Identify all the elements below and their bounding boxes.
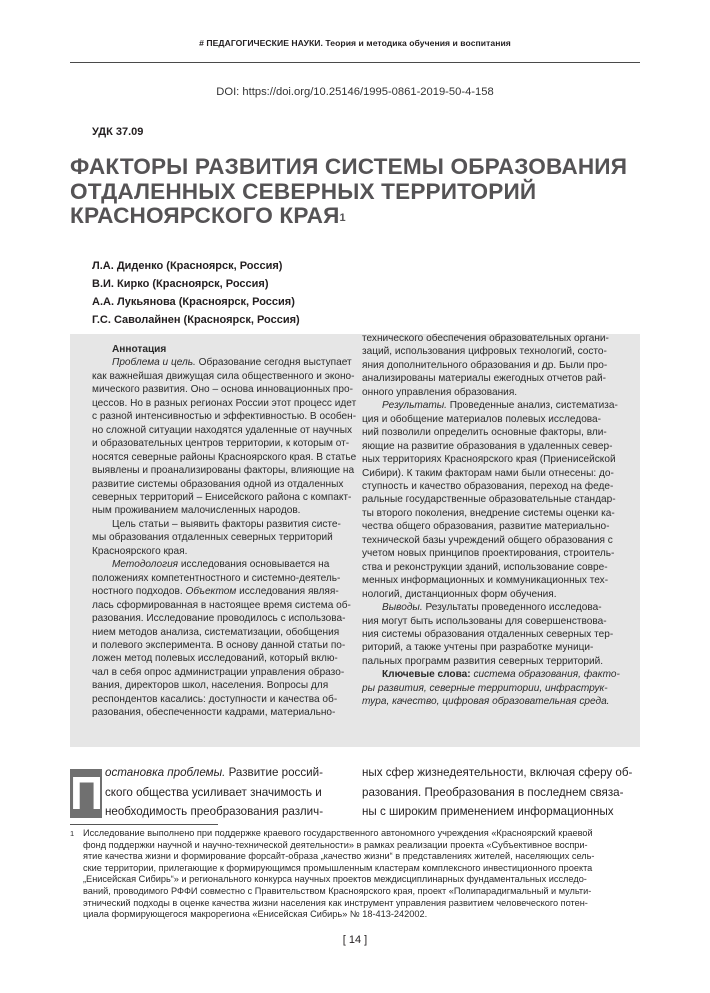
body-line: разования. Преобразования в последнем связа- [362, 785, 624, 799]
abstract-line: мического развития. Оно – основа инновационных про- [92, 384, 353, 396]
abstract-line: онного управления образования. [362, 386, 518, 398]
keywords-label: Ключевые слова: [382, 669, 471, 681]
body-line: ны с широким применением информационных [362, 805, 614, 819]
abstract-line: носятся северные районы Красноярского края. В статье [92, 451, 357, 463]
abstract-box [70, 334, 640, 747]
body-line [105, 763, 355, 783]
abstract-line: цессов. Но в разных регионах России этот процесс идет [92, 397, 357, 409]
abstract-line [362, 601, 635, 614]
abstract-line: заций, использования цифровых технологий, состо- [362, 346, 607, 358]
abstract-line: и полевого эксперимента. В основу данной статьи по- [92, 639, 346, 651]
abstract-line: менных информационных и коммуникационных тех- [362, 575, 609, 587]
abstract-line: технического обеспечения образовательных органи- [362, 333, 609, 344]
footnote-line: ские территории, прилегающие к формирующимся промышленным кластерам комплексного инвестиционного проекта [83, 862, 593, 873]
abstract-line: ложен метод полевых исследований, который вклю- [92, 653, 338, 665]
abstract-line: пальных программ развития северных территорий. [362, 655, 604, 667]
footnote-line: фонд поддержки научной и научно-технической деятельности» в рамках реализации проекта «Субъективное воспри- [83, 839, 588, 850]
abstract-line: Сибири). К таким факторам нами были отнесены: до- [362, 467, 614, 479]
abstract-line: с разной интенсивностью и эффективностью. В особен- [92, 411, 357, 423]
abstract-line [362, 399, 635, 412]
doi-line: DOI: https://doi.org/10.25146/1995-0861-2019-50-4-158 [216, 86, 494, 98]
abstract-line: яющие на развитие образования в удаленных север- [362, 440, 613, 452]
abstract-line: ральные государственные образовательные стандар- [362, 494, 616, 506]
body-line: ского общества усиливает значимость и [105, 785, 322, 799]
problem-label: Проблема и цель. [112, 357, 196, 369]
keywords-line: тура, качество, цифровая образовательная среда. [362, 696, 610, 708]
abstract-line: яния дополнительного образования и др. Были про- [362, 359, 608, 371]
abstract-text: Результаты проведенного исследова- [422, 602, 602, 614]
body-line: ных сфер жизнедеятельности, включая сферу об- [362, 766, 633, 779]
abstract-line: чал в себя опрос администрации управления образо- [92, 666, 345, 678]
abstract-line: респондентов касались: доступности и качества об- [92, 693, 338, 705]
abstract-line: ция и обобщение материалов полевых исследова- [362, 413, 602, 425]
body-text: Развитие россий- [225, 766, 323, 779]
footnote-line: ваний, проводимого РФФИ совместно с Правительством Красноярского края, проект «Полипарадигмальный и мульти- [83, 885, 592, 896]
footnote-line: этнический подходы в оценке качества жизни населения как инструмент управления развитием человеческого потен- [83, 897, 588, 908]
abstract-line: Красноярского края. [92, 545, 188, 557]
title-line-text: КРАСНОЯРСКОГО КРАЯ [70, 203, 340, 228]
abstract-line [92, 585, 355, 598]
abstract-left-column [92, 343, 355, 720]
title-line [70, 204, 630, 229]
abstract-line: ступность и качество образования, переход на феде- [362, 480, 614, 492]
abstract-line [92, 356, 355, 369]
header-rule [70, 62, 640, 63]
author: А.А. Лукьянова (Красноярск, Россия) [92, 296, 295, 308]
problem-statement-label: остановка проблемы. [105, 766, 226, 779]
title-line: ФАКТОРЫ РАЗВИТИЯ СИСТЕМЫ ОБРАЗОВАНИЯ [70, 154, 628, 179]
abstract-line: нологий, дистанционных форм обучения. [362, 588, 557, 600]
abstract-line: разования. Исследование проводилось с использова- [92, 613, 346, 625]
footnote-line: циала формирующегося макрорегиона «Енисейская Сибирь» № 18-413-242002. [83, 909, 428, 920]
abstract-line: учетом новых принципов проектирования, строитель- [362, 548, 615, 560]
article-title [70, 155, 630, 229]
abstract-line: технической базы учреждений общего образования с [362, 534, 613, 546]
footnote-line: „Енисейская Сибирь“» и регионального конкурса научных проектов междисциплинарных фундаментальных исследо- [83, 874, 587, 885]
abstract-text: Образование сегодня выступает [195, 357, 352, 369]
abstract-line: мы образования отдаленных северных территорий [92, 532, 333, 544]
author-list [92, 257, 300, 329]
running-head: # ПЕДАГОГИЧЕСКИЕ НАУКИ. Теория и методика обучения и воспитания [199, 38, 511, 48]
abstract-text: исследования являя- [236, 586, 339, 598]
author: В.И. Кирко (Красноярск, Россия) [92, 278, 269, 290]
abstract-heading: Аннотация [112, 344, 167, 355]
abstract-right-column [362, 332, 635, 709]
conclusions-label: Выводы. [382, 602, 423, 614]
abstract-line: как важнейшая движущая сила общественного и эконо- [92, 370, 355, 382]
footnote-number: 1 [70, 829, 75, 838]
keywords-line [362, 668, 635, 681]
keywords-text: система образования, факто- [470, 669, 620, 681]
abstract-line: лась сформированная в настоящее время система об- [92, 599, 351, 611]
abstract-line: Цель статьи – выявить факторы развития систе- [112, 518, 341, 530]
body-left-column [105, 763, 355, 822]
page-number: [ 14 ] [342, 934, 368, 946]
footnote-line: Исследование выполнено при поддержке краевого государственного автономного учреждения «Красноярский краевой [83, 828, 593, 838]
footnote [70, 828, 640, 921]
abstract-line: ных территориях Красноярского края (Приенисейской [362, 454, 616, 466]
drop-cap-letter: П [70, 767, 104, 819]
footnote-line: ятие качества жизни и формирование форсайт-образа „качество жизни“ в представлениях жителей, населяющих сель- [83, 851, 595, 862]
abstract-line: ния системы образования отдаленных северных тер- [362, 628, 614, 640]
abstract-text: исследования основывается на [178, 559, 330, 571]
author: Л.А. Диденко (Красноярск, Россия) [92, 260, 283, 272]
abstract-line: ния могут быть использованы для совершенствова- [362, 615, 607, 627]
abstract-line: разования, обеспеченности кадрами, материально- [92, 707, 336, 719]
abstract-line: ты второго поколения, внедрение системы оценки ка- [362, 507, 615, 519]
abstract-line: риторий, а также учтены при разработке муници- [362, 642, 594, 654]
abstract-line: анализированы материалы ежегодных отчетов рай- [362, 373, 606, 385]
body-right-column [362, 763, 642, 822]
results-label: Результаты. [382, 400, 447, 412]
body-line: необходимость преобразования различ- [105, 805, 324, 819]
abstract-line: нием методов анализа, систематизации, обобщения [92, 626, 340, 638]
abstract-line: ным проживанием малочисленных народов. [92, 505, 301, 517]
author: Г.С. Саволайнен (Красноярск, Россия) [92, 314, 300, 326]
keywords-line: ры развития, северные территории, инфраструк- [362, 682, 608, 694]
abstract-text: Проведенные анализ, систематиза- [446, 400, 618, 412]
title-line: ОТДАЛЕННЫХ СЕВЕРНЫХ ТЕРРИТОРИЙ [70, 178, 537, 204]
footnote-rule [70, 824, 218, 825]
methodology-label: Методология [112, 559, 179, 571]
abstract-line: вания, директоров школ, населения. Вопросы для [92, 680, 329, 692]
abstract-line: выявлены и проанализированы факторы, влияющие на [92, 465, 355, 477]
abstract-line: чества общего образования, развитие материально- [362, 521, 610, 533]
title-footnote-mark: 1 [339, 212, 346, 224]
udk-code: УДК 37.09 [92, 126, 144, 138]
abstract-line: ства и реконструкции зданий, использование совре- [362, 561, 608, 573]
abstract-line: и образовательных центров территории, к которым от- [92, 438, 350, 450]
abstract-line: положениях компетентностного и системно-деятель- [92, 572, 341, 584]
drop-cap [70, 769, 102, 818]
abstract-line: развитие системы образования одной из отдаленных [92, 478, 344, 490]
abstract-text: ностного подходов. [92, 586, 186, 598]
abstract-line: ний позволили определить основные факторы, вли- [362, 427, 607, 439]
abstract-line [92, 558, 355, 571]
abstract-line: северных территорий – Енисейского района с компакт- [92, 491, 352, 503]
abstract-line: но сложной ситуации находятся удаленные от научных [92, 424, 353, 436]
object-label: Объектом [185, 586, 237, 598]
